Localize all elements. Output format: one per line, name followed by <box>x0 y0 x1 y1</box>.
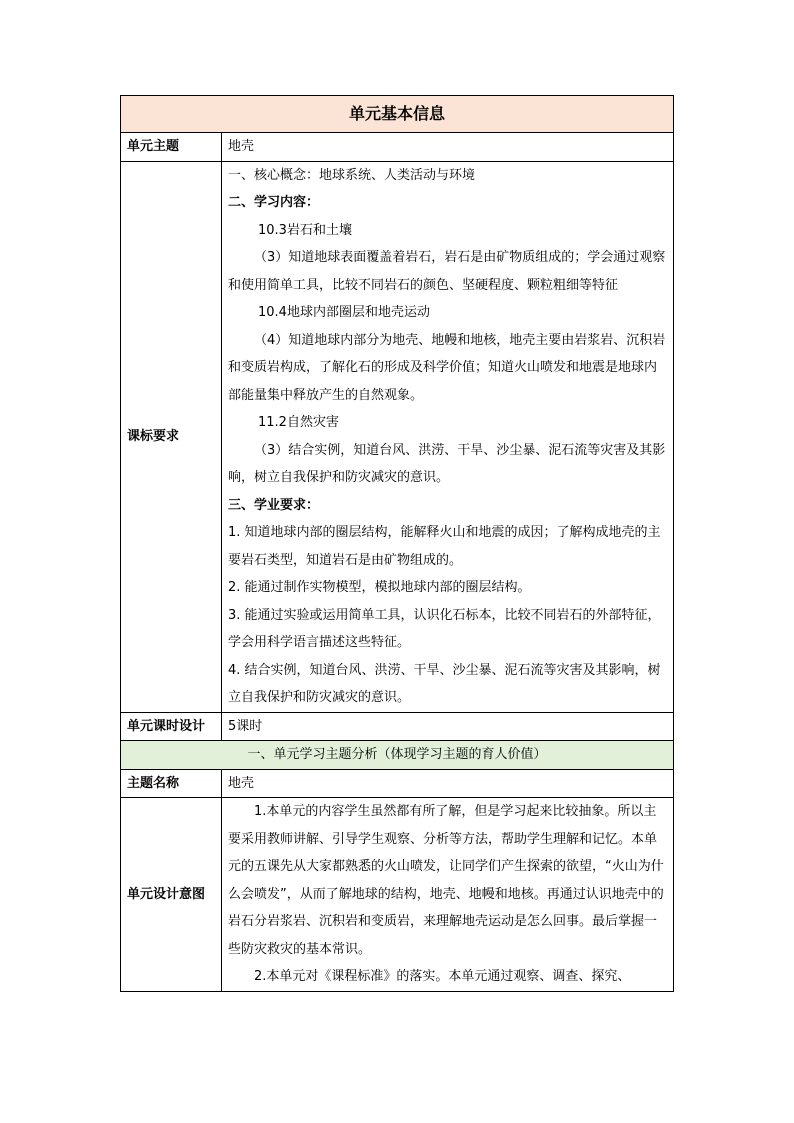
requirement-item: 2. 能通过制作实物模型，模拟地球内部的圈层结构。 <box>228 580 531 595</box>
topic-value: 地壳 <box>222 769 674 798</box>
theme-label: 单元主题 <box>121 133 222 162</box>
intent-label: 单元设计意图 <box>121 798 222 992</box>
requirement-item: 3. 能通过实验或运用简单工具，认识化石标本，比较不同岩石的外部特征，学会用科学语言描述这些特征。 <box>228 607 661 650</box>
intent-paragraph: 2.本单元对《课程标准》的落实。本单元通过观察、调查、探究、 <box>254 969 631 984</box>
table-title: 单元基本信息 <box>121 96 674 133</box>
standards-content <box>222 161 674 712</box>
content-item-text: （3）结合实例，知道台风、洪涝、干旱、沙尘暴、泥石流等灾害及其影响，树立自我保护和防灾减灾的意识。 <box>228 442 666 485</box>
content-item-heading: 10.3岩石和土壤 <box>258 222 352 238</box>
intent-paragraph: 1.本单元的内容学生虽然都有所了解，但是学习起来比较抽象。所以主要采用教师讲解、引导学生观察、分析等方法，帮助学生理解和记忆。本单元的五课先从大家都熟悉的火山喷发，让同学们产生探索的欲望，“火山为什么会喷发”，从而了解地球的结构，地壳、地幔和地核。再通过认识地壳中的岩石分岩浆岩、沉积岩和变质岩，来理解地壳运动是怎么回事。最后掌握一些防灾救灾的基本常识。 <box>228 804 664 957</box>
requirement-item: 1. 知道地球内部的圈层结构，能解释火山和地震的成因；了解构成地壳的主要岩石类型，知道岩石是由矿物组成的。 <box>228 525 661 568</box>
unit-info-table <box>120 95 674 992</box>
section-heading: 一、单元学习主题分析（体现学习主题的育人价值） <box>121 741 674 770</box>
content-item-text: （4）知道地球内部分为地壳、地幔和地核，地壳主要由岩浆岩、沉积岩和变质岩构成，了解化石的形成及科学价值；知道火山喷发和地震是地球内部能量集中释放产生的自然观象。 <box>228 332 666 403</box>
standards-label: 课标要求 <box>121 161 222 712</box>
hours-value: 5课时 <box>222 712 674 741</box>
hours-label: 单元课时设计 <box>121 712 222 741</box>
theme-value: 地壳 <box>222 133 674 162</box>
requirements-heading: 三、学业要求： <box>228 497 320 513</box>
content-item-heading: 11.2自然灾害 <box>258 415 339 430</box>
requirement-item: 4. 结合实例，知道台风、洪涝、干旱、沙尘暴、泥石流等灾害及其影响，树立自我保护和防灾减灾的意识。 <box>228 662 661 705</box>
content-item-text: （3）知道地球表面覆盖着岩石，岩石是由矿物质组成的；学会通过观察和使用简单工具，比较不同岩石的颜色、坚硬程度、颗粒粗细等特征 <box>228 250 666 293</box>
intent-content <box>222 798 674 992</box>
topic-label: 主题名称 <box>121 769 222 798</box>
content-heading: 二、学习内容： <box>228 195 320 210</box>
core-concept: 一、核心概念：地球系统、人类活动与环境 <box>228 167 476 183</box>
content-item-heading: 10.4地球内部圈层和地壳运动 <box>258 305 430 320</box>
